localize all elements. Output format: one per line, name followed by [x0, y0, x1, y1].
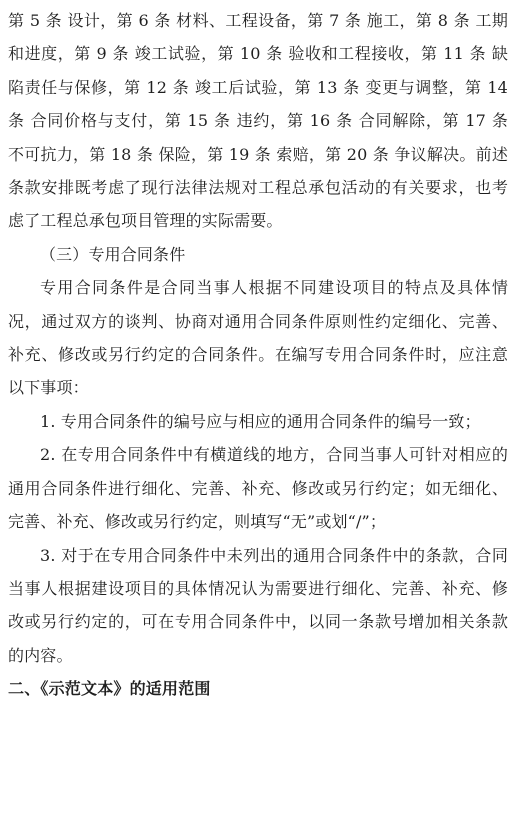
section-special-contract-conditions-title: （三）专用合同条件	[40, 244, 186, 264]
paragraph-contract-clause-list: 第 5 条 设计，第 6 条 材料、工程设备，第 7 条 施工，第 8 条 工期和进度，第 9 条 竣工试验，第 10 条 验收和工程接收，第 11 条 缺陷责任与保修，第 12 条 竣工后试验，第 13 条 变更与调整，第 14 条 合同价格与支付，第 15 条 违约，第 16 条 合同解除，第 17 条 不可抗力，第 18 条 保险，第 19 条 索赔，第 20 条 争议解决。前述条款安排既考虑了现行法律法规对工程总承包活动的有关要求，也考虑了工程总承包项目管理的实际需要。	[8, 11, 508, 231]
section-scope-of-application-heading: 二、《示范文本》的适用范围	[8, 679, 211, 699]
list-item-unlisted-clauses-instruction: 3. 对于在专用合同条件中未列出的通用合同条件中的条款，合同当事人根据建设项目的具体情况认为需要进行细化、完善、补充、修改或另行约定的，可在专用合同条件中，以同一条款号增加相关条款的内容。	[8, 545, 508, 665]
list-item-numbering-consistency: 1. 专用合同条件的编号应与相应的通用合同条件的编号一致；	[40, 411, 481, 431]
paragraph-special-contract-conditions-description: 专用合同条件是合同当事人根据不同建设项目的特点及具体情况，通过双方的谈判、协商对通用合同条件原则性约定细化、完善、补充、修改或另行约定的合同条件。在编写专用合同条件时，应注意以下事项：	[8, 278, 508, 398]
list-item-dashed-lines-instruction: 2. 在专用合同条件中有横道线的地方，合同当事人可针对相应的通用合同条件进行细化、完善、补充、修改或另行约定；如无细化、完善、补充、修改或另行约定，则填写“无”或划“/”；	[8, 445, 508, 532]
